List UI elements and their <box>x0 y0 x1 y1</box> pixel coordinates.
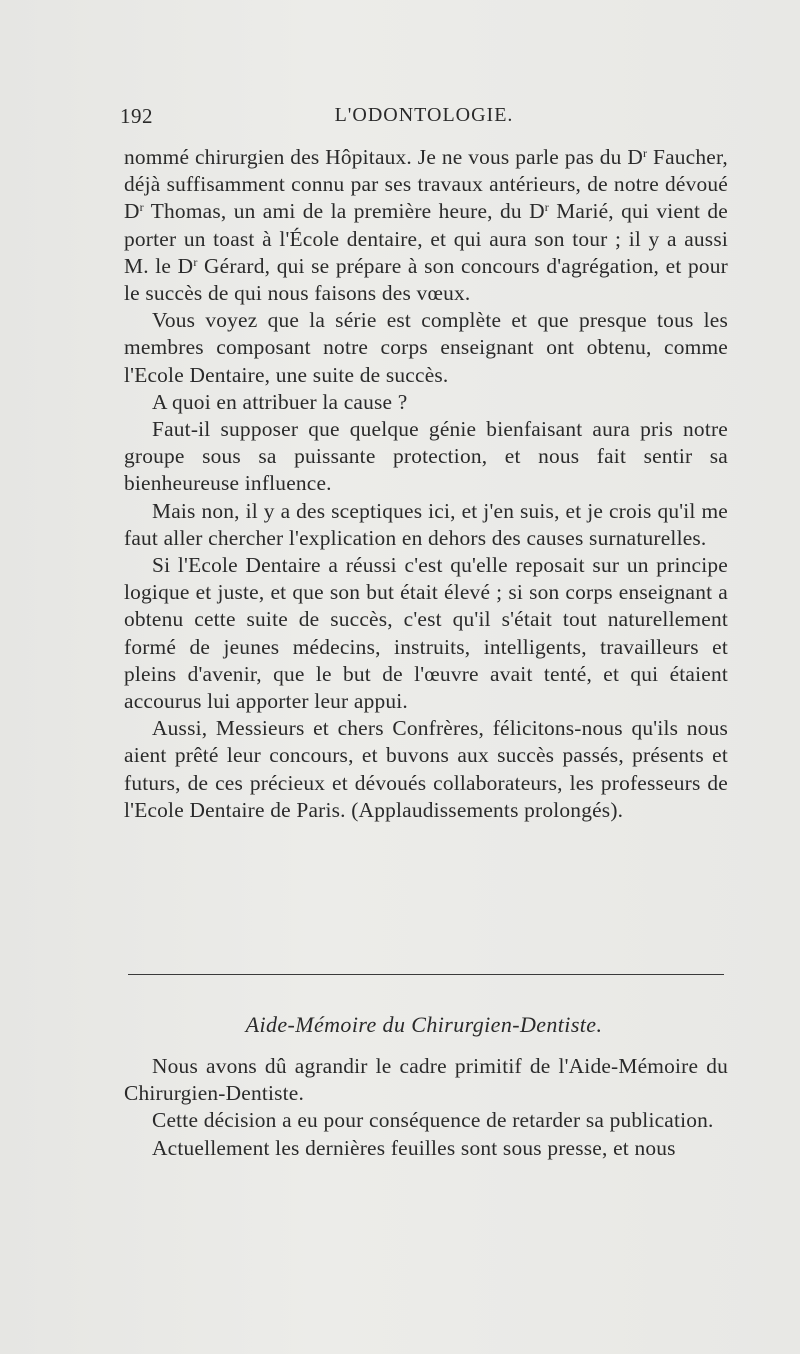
paragraph: A quoi en attribuer la cause ? <box>152 389 408 414</box>
paragraph: Aussi, Messieurs et chers Confrères, félicitons-nous qu'ils nous aient prêté leur concours, et buvons aux succès passés, présents et futurs, de ces précieux et dévoués collaborateurs, les professeurs de l'Ecole Dentaire de Paris. (Applaudissements prolongés). <box>124 716 728 822</box>
page-number: 192 <box>120 104 153 128</box>
section-divider <box>128 974 724 975</box>
paragraph: Actuellement les dernières feuilles sont sous presse, et nous <box>152 1135 676 1160</box>
paragraph-continuation: nommé chirurgien des Hôpitaux. Je ne vous parle pas du $D^r$ Faucher, déjà suffisamment connu par ses travaux antérieurs, de notre dévoué $D^r$ Thomas, un ami de la première heure, du $D^r$ Marié, qui vient de porter un toast à l'École dentaire, et qui aura son tour ; il y a aussi M. le $D^r$ Gérard, qui se prépare à son concours d'agrégation, et pour le succès de qui nous faisons des vœux. <box>124 145 728 306</box>
running-title: L'ODONTOLOGIE. <box>334 104 514 126</box>
paragraph: Si l'Ecole Dentaire a réussi c'est qu'elle reposait sur un principe logique et juste, et que son but était élevé ; si son corps enseignant a obtenu cette suite de succès, c'est qu'il s'était tout naturellement formé de jeunes médecins, instruits, intelligents, travailleurs et pleins d'avenir, que le but de l'œuvre avait tenté, et qui étaient accourus lui apporter leur appui. <box>124 553 728 714</box>
paragraph: Cette décision a eu pour conséquence de retarder sa publication. <box>152 1108 714 1133</box>
section-title: Aide-Mémoire du Chirurgien-Dentiste. <box>245 1012 603 1037</box>
section-body-text <box>124 1053 728 1162</box>
paragraph: Nous avons dû agrandir le cadre primitif de l'Aide-Mémoire du Chirurgien-Dentiste. <box>124 1054 728 1106</box>
body-text <box>124 144 728 824</box>
paragraph: Faut-il supposer que quelque génie bienfaisant aura pris notre groupe sous sa puissante protection, et nous fait sentir sa bienheureuse influence. <box>124 417 728 496</box>
paragraph: Vous voyez que la série est complète et que presque tous les membres composant notre corps enseignant ont obtenu, comme l'Ecole Dentaire, une suite de succès. <box>124 308 728 387</box>
paragraph: Mais non, il y a des sceptiques ici, et j'en suis, et je crois qu'il me faut aller chercher l'explication en dehors des causes surnaturelles. <box>124 498 728 550</box>
page-header <box>120 104 728 134</box>
